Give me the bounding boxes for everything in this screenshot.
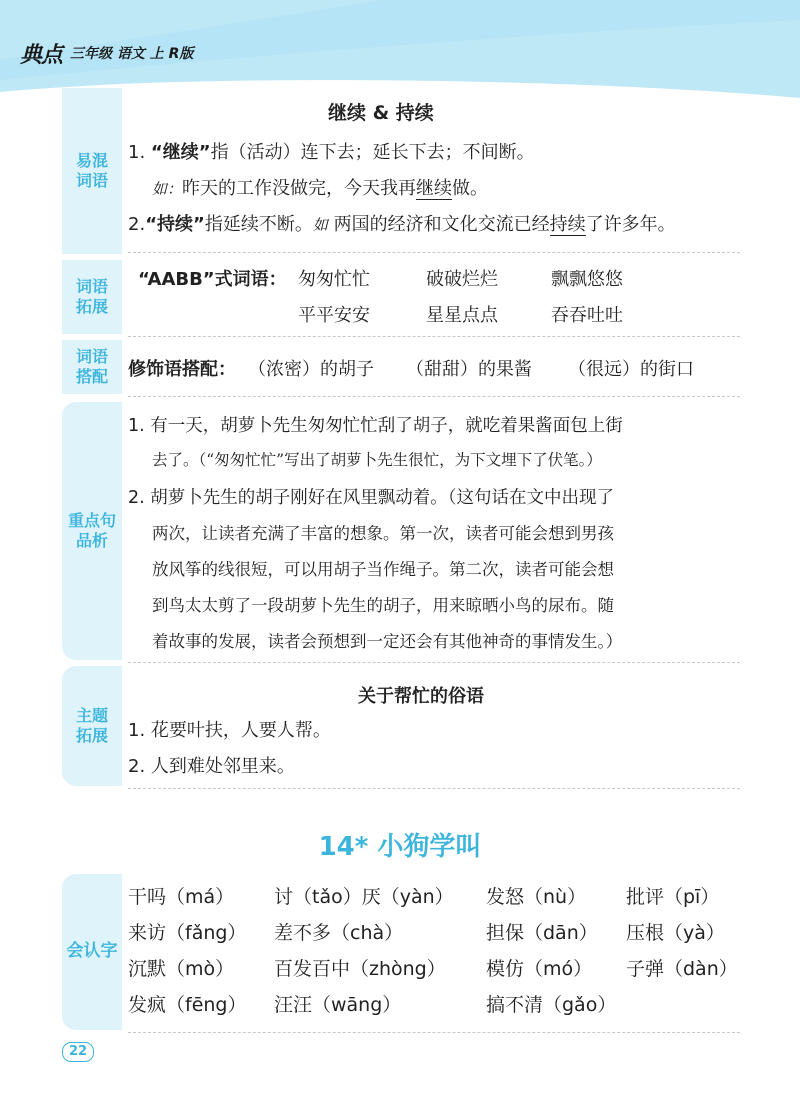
vocab-item: 搞不清（gǎo） (486, 994, 617, 1016)
section-theme-expansion (62, 666, 740, 786)
section-recognize-chars (62, 874, 740, 1030)
vocab-item: 差不多（chà） (274, 922, 404, 944)
section-word-expansion (62, 260, 740, 334)
divider (128, 662, 740, 663)
aabb-word: 吞吞吐吐 (551, 305, 623, 326)
vocab-item: 担保（dān） (486, 922, 598, 944)
collocation-item: （甜甜）的果酱 (406, 359, 532, 380)
aabb-word: 平平安安 (298, 305, 370, 326)
section-tag: 易混 词语 (62, 88, 122, 254)
section-tag: 词语 拓展 (62, 260, 122, 334)
section-word-collocation (62, 340, 740, 394)
divider (128, 336, 740, 337)
divider (128, 788, 740, 789)
proverb-item: 1. 花要叶扶，人要人帮。 (128, 720, 331, 741)
vocab-item: 汪汪（wāng） (274, 994, 402, 1016)
item-1: 1. “继续”指（活动）连下去；延长下去；不间断。 (128, 142, 535, 163)
vocab-item: 百发百中（zhòng） (274, 958, 446, 980)
item-1-example: 如：昨天的工作没做完，今天我再继续做。 (152, 178, 489, 199)
sentence-line: 2. 胡萝卜先生的胡子刚好在风里飘动着。（这句话在文中出现了 (128, 488, 615, 508)
vocab-item: 子弹（dàn） (626, 958, 738, 980)
section-tag: 会认字 (62, 874, 122, 1030)
vocab-item: 讨（tǎo）厌（yàn） (274, 886, 454, 908)
sentence-line: 去了。（“匆匆忙忙”写出了胡萝卜先生很忙，为下文埋下了伏笔。） (152, 451, 602, 469)
collocation-item: （浓密）的胡子 (248, 359, 374, 380)
proverb-item: 2. 人到难处邻里来。 (128, 756, 295, 777)
page-number: 22 (62, 1042, 94, 1062)
aabb-word: 匆匆忙忙 (298, 269, 370, 290)
vocab-item: 干吗（má） (128, 886, 235, 908)
vocab-item: 批评（pī） (626, 886, 720, 908)
sentence-line: 放风筝的线很短，可以用胡子当作绳子。第二次，读者可能会想 (152, 560, 614, 579)
collocation-label: 修饰语搭配： (128, 359, 236, 380)
collocation-item: （很远）的街口 (568, 359, 694, 380)
header-bar (20, 40, 193, 66)
lesson-title: 14* 小狗学叫 (318, 832, 482, 862)
section-key-sentences (62, 402, 740, 660)
section-confusing-words (62, 88, 740, 254)
vocab-item: 沉默（mò） (128, 958, 235, 980)
vocab-item: 发怒（nù） (486, 886, 587, 908)
section-tag: 重点句 品析 (62, 402, 122, 660)
book-title: 三年级 语文 上 R版 (70, 46, 194, 62)
aabb-word: 飘飘悠悠 (551, 269, 623, 290)
divider (128, 396, 740, 397)
aabb-word: 星星点点 (426, 305, 498, 326)
brand-logo: 典点 (20, 42, 63, 68)
sentence-line: 1. 有一天，胡萝卜先生匆匆忙忙刮了胡子，就吃着果酱面包上街 (128, 416, 623, 436)
sentence-line: 两次，让读者充满了丰富的想象。第一次，读者可能会想到男孩 (152, 524, 614, 543)
sentence-line: 着故事的发展，读者会预想到一定还会有其他神奇的事情发生。） (152, 632, 623, 651)
vocab-item: 来访（fǎng） (128, 922, 247, 944)
aabb-label: “AABB”式词语： (138, 269, 287, 290)
aabb-word: 破破烂烂 (426, 269, 498, 290)
section-tag: 词语 搭配 (62, 340, 122, 394)
section-heading: 继续 & 持续 (328, 102, 434, 124)
item-2: 2.“持续”指延续不断。如 两国的经济和文化交流已经持续了许多年。 (128, 214, 676, 235)
sentence-line: 到鸟太太剪了一段胡萝卜先生的胡子，用来晾晒小鸟的尿布。随 (152, 596, 614, 615)
section-tag: 主题 拓展 (62, 666, 122, 786)
divider (128, 1032, 740, 1033)
vocab-item: 发疯（fēng） (128, 994, 247, 1016)
vocab-item: 压根（yà） (626, 922, 725, 944)
section-heading: 关于帮忙的俗语 (358, 686, 484, 707)
vocab-item: 模仿（mó） (486, 958, 593, 980)
divider (128, 252, 740, 253)
